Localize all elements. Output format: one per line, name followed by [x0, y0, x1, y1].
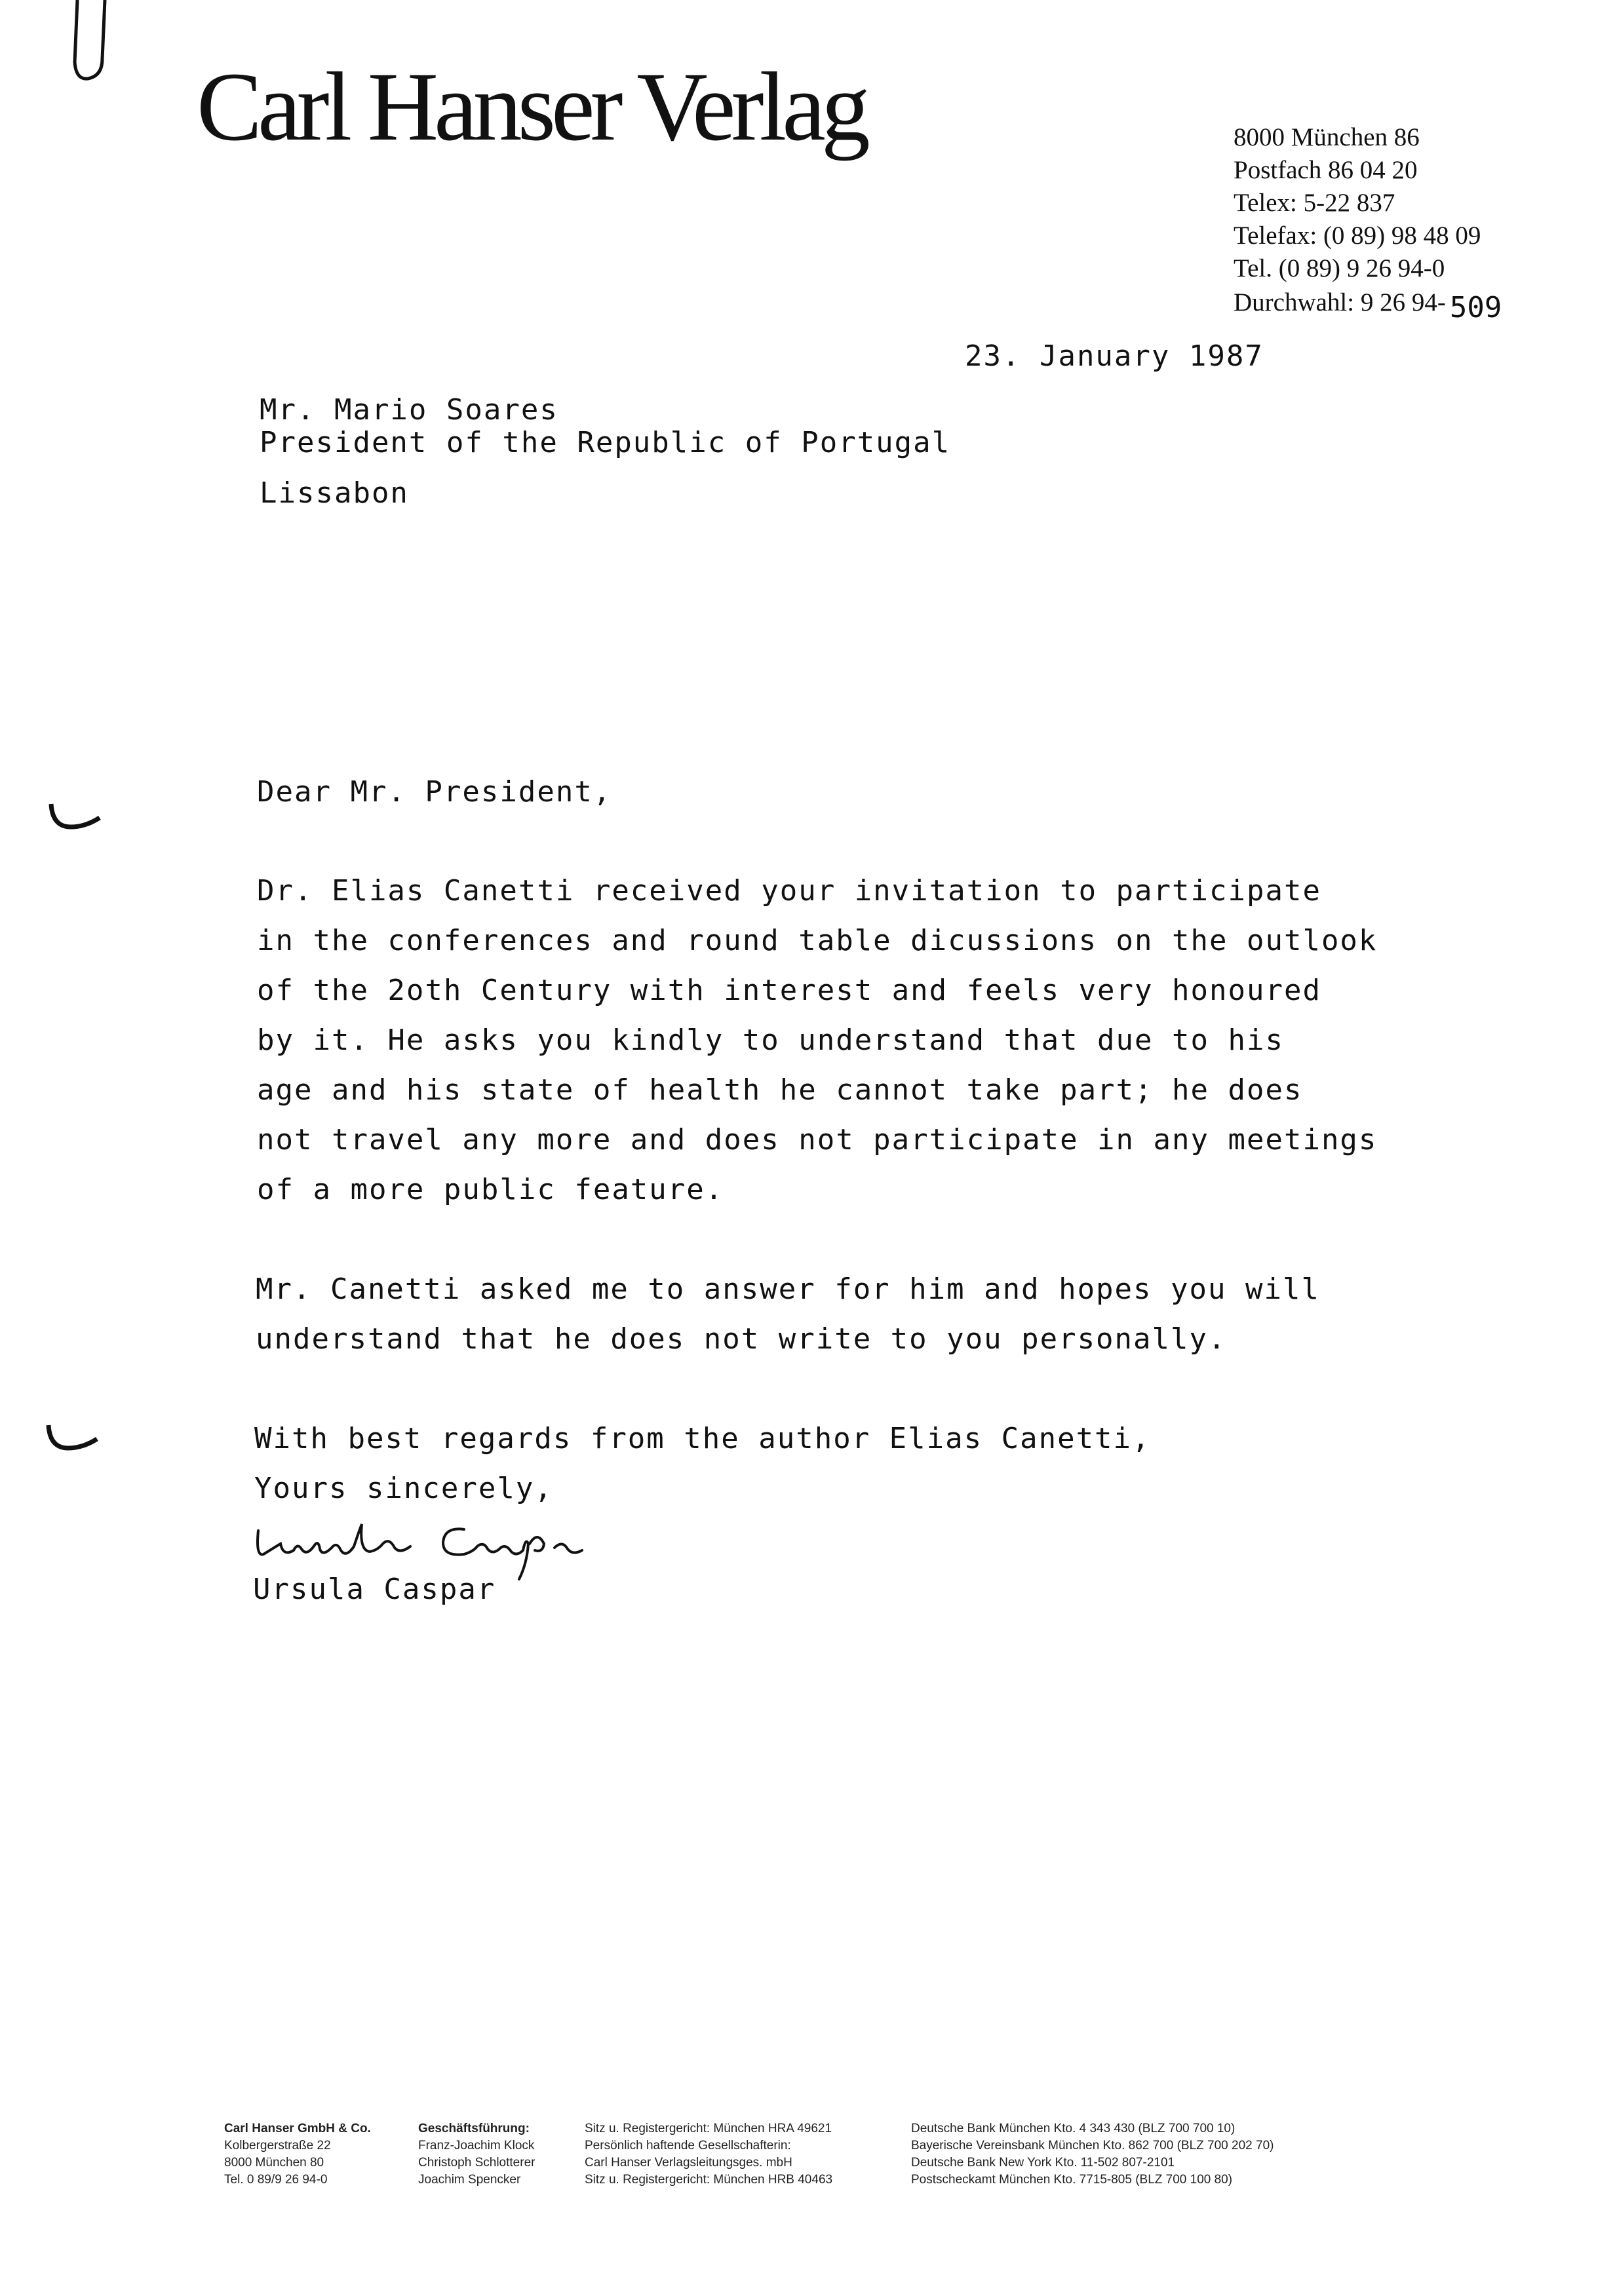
footer-line: Deutsche Bank New York Kto. 11-502 807-2101 — [911, 2156, 1175, 2170]
footer-line: Bayerische Vereinsbank München Kto. 862 700 (BLZ 700 202 70) — [911, 2139, 1274, 2152]
footer-line: 8000 München 80 — [224, 2156, 324, 2170]
footer-line: Geschäftsführung: — [418, 2122, 530, 2135]
body-line: in the conferences and round table dicussions on the outlook — [257, 924, 1378, 957]
salutation: Dear Mr. President, — [257, 775, 612, 809]
signer-name: Ursula Caspar — [253, 1573, 496, 1606]
footer-line: Carl Hanser GmbH & Co. — [224, 2122, 371, 2135]
footer-line: Sitz u. Registergericht: München HRA 49621 — [585, 2122, 832, 2135]
footer-line: Tel. 0 89/9 26 94-0 — [224, 2173, 328, 2187]
footer-line: Persönlich haftende Gesellschafterin: — [585, 2139, 791, 2152]
address-line: 8000 München 86 — [1234, 123, 1420, 151]
body-line: Dr. Elias Canetti received your invitation to participate — [257, 874, 1321, 908]
company-address-block — [1234, 121, 1502, 324]
footer-line: Kolbergerstraße 22 — [224, 2139, 331, 2152]
body-line: not travel any more and does not participate in any meetings — [257, 1123, 1378, 1157]
body-line: age and his state of health he cannot take part; he does — [257, 1073, 1303, 1107]
address-line: Telex: 5-22 837 — [1234, 189, 1395, 217]
body-line: understand that he does not write to you personally. — [256, 1322, 1227, 1356]
address-line: Telefax: (0 89) 98 48 09 — [1234, 221, 1481, 250]
punch-mark-icon — [42, 1422, 101, 1461]
footer-col-management — [418, 2120, 535, 2189]
body-line: of a more public feature. — [257, 1173, 724, 1206]
footer-line: Christoph Schlotterer — [418, 2156, 535, 2170]
footer-line: Postscheckamt München Kto. 7715-805 (BLZ 700 100 80) — [911, 2173, 1233, 2187]
footer-col-company — [224, 2120, 371, 2189]
company-logo: Carl Hanser Verlag — [197, 52, 866, 161]
direct-dial-label: Durchwahl: 9 26 94- — [1234, 288, 1446, 316]
closing-line: With best regards from the author Elias Canetti, — [254, 1422, 1151, 1455]
body-line: of the 2oth Century with interest and feels very honoured — [257, 974, 1321, 1007]
address-line: Postfach 86 04 20 — [1234, 156, 1418, 184]
body-line: by it. He asks you kindly to understand that due to his — [257, 1024, 1284, 1057]
footer-line: Franz-Joachim Klock — [418, 2139, 535, 2152]
footer-line: Joachim Spencker — [418, 2173, 521, 2187]
direct-dial-extension: 509 — [1449, 291, 1502, 324]
footer-line: Sitz u. Registergericht: München HRB 40463 — [585, 2173, 833, 2187]
footer-line: Carl Hanser Verlagsleitungsges. mbH — [585, 2156, 792, 2170]
letter-date: 23. January 1987 — [965, 339, 1264, 373]
footer-line: Deutsche Bank München Kto. 4 343 430 (BLZ 700 700 10) — [911, 2122, 1236, 2135]
footer-col-registry — [585, 2120, 832, 2189]
recipient-city: Lissabon — [260, 476, 409, 510]
footer-col-banking — [911, 2120, 1274, 2189]
address-line — [1234, 285, 1502, 324]
paperclip-mark-icon — [66, 0, 118, 85]
address-line: Tel. (0 89) 9 26 94-0 — [1234, 254, 1445, 282]
recipient-title: President of the Republic of Portugal — [260, 426, 951, 459]
closing-line: Yours sincerely, — [254, 1472, 553, 1505]
recipient-name: Mr. Mario Soares — [260, 393, 558, 427]
body-line: Mr. Canetti asked me to answer for him and hopes you will — [256, 1272, 1320, 1306]
punch-mark-icon — [45, 801, 104, 840]
